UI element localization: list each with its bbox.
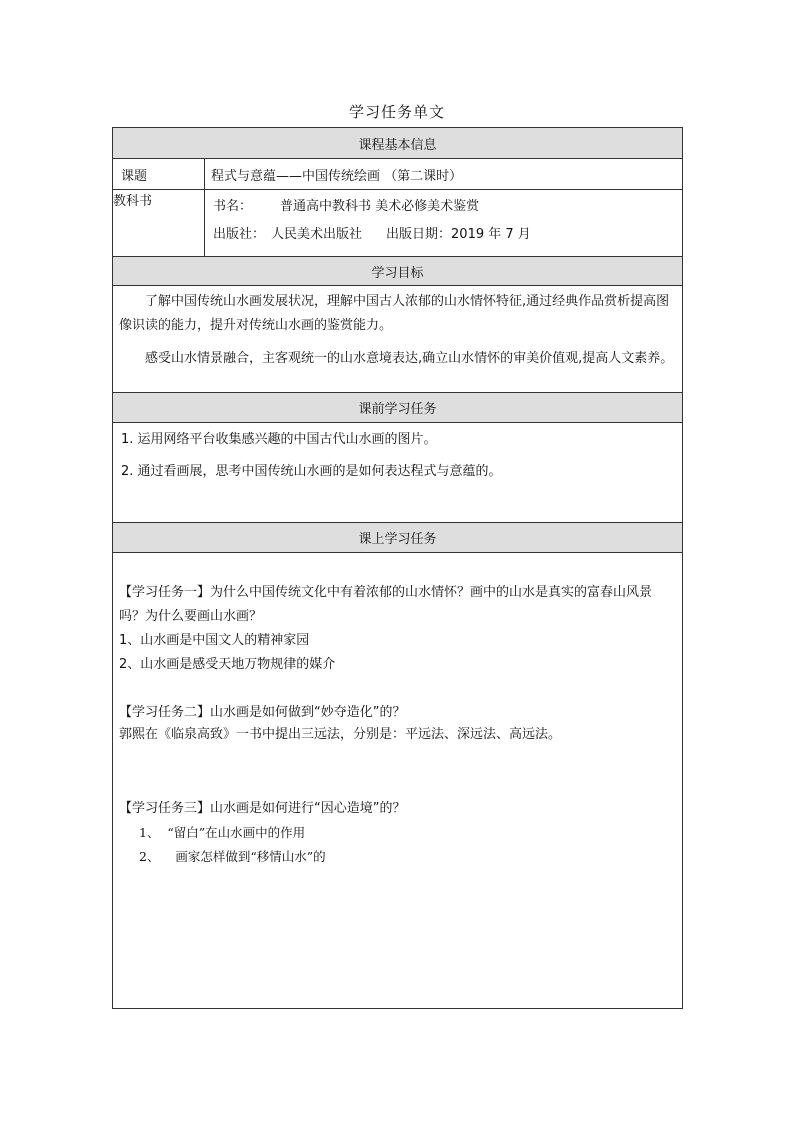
- row-in-class-tasks: [113, 553, 683, 1009]
- row-topic: [113, 159, 683, 190]
- topic-value: 程式与意蕴——中国传统绘画 （第二课时）: [205, 159, 683, 190]
- textbook-details: [205, 190, 683, 257]
- row-objectives: [113, 286, 683, 393]
- row-pre-class-tasks: [113, 423, 683, 523]
- task1-answer-2: 2、山水画是感受天地万物规律的媒介: [119, 657, 336, 672]
- objective-1: 了解中国传统山水画发展状况，理解中国古人浓郁的山水情怀特征,通过经典作品赏析提高图像识读的能力，提升对传统山水画的鉴赏能力。: [119, 294, 670, 333]
- study-task-table: [112, 127, 683, 1009]
- document-title: 学习任务单文: [348, 103, 445, 121]
- in-class-task-content: [113, 553, 683, 1009]
- section-header-in-class: [113, 523, 683, 553]
- task3-question: 【学习任务三】山水画是如何进行“因心造境”的？: [119, 801, 406, 816]
- section-title-in-class: 课上学习任务: [113, 523, 683, 553]
- publisher-value: 人民美术出版社: [271, 227, 363, 242]
- section-header-pre-class: [113, 393, 683, 423]
- publish-date: 出版日期：2019 年 7 月: [386, 227, 531, 242]
- task3-item-2: 2、 画家怎样做到“移情山水”的: [139, 849, 326, 864]
- objectives-content: [113, 286, 683, 393]
- textbook-label: 教科书: [113, 190, 205, 257]
- task3-item-1: 1、 “留白”在山水画中的作用: [139, 825, 306, 840]
- section-header-basic-info: [113, 128, 683, 159]
- book-name-value: 普通高中教科书 美术必修美术鉴赏: [280, 199, 480, 214]
- book-name-line: [205, 190, 682, 218]
- section-title-basic-info: 课程基本信息: [113, 128, 683, 159]
- section-title-objectives: 学习目标: [113, 257, 683, 286]
- pre-task-1: 1. 运用网络平台收集感兴趣的中国古代山水画的图片。: [121, 432, 437, 447]
- task2-question: 【学习任务二】山水画是如何做到“妙夺造化”的？: [119, 705, 406, 720]
- book-name-label: 书名：: [213, 199, 253, 214]
- pre-task-2: 2. 通过看画展，思考中国传统山水画的是如何表达程式与意蕴的。: [121, 464, 502, 479]
- section-title-pre-class: 课前学习任务: [113, 393, 683, 423]
- publisher-label: 出版社：: [213, 227, 266, 242]
- publisher-line: [205, 218, 682, 246]
- task1-question: 【学习任务一】为什么中国传统文化中有着浓郁的山水情怀？画中的山水是真实的富春山风景吗？为什么要画山水画？: [119, 585, 653, 624]
- topic-label: 课题: [113, 159, 205, 190]
- task1-answer-1: 1、山水画是中国文人的精神家园: [119, 633, 310, 648]
- pre-class-task-list: [113, 423, 683, 523]
- section-header-objectives: [113, 257, 683, 286]
- task3-block: [119, 797, 676, 869]
- task1-block: [119, 581, 676, 677]
- row-textbook: [113, 190, 683, 257]
- task2-block: [119, 701, 676, 745]
- task2-answer: 郭熙在《临泉高致》一书中提出三远法，分别是：平远法、深远法、高远法。: [119, 727, 562, 742]
- objective-2: 感受山水情景融合，主客观统一的山水意境表达,确立山水情怀的审美价值观,提高人文素养。: [145, 351, 674, 366]
